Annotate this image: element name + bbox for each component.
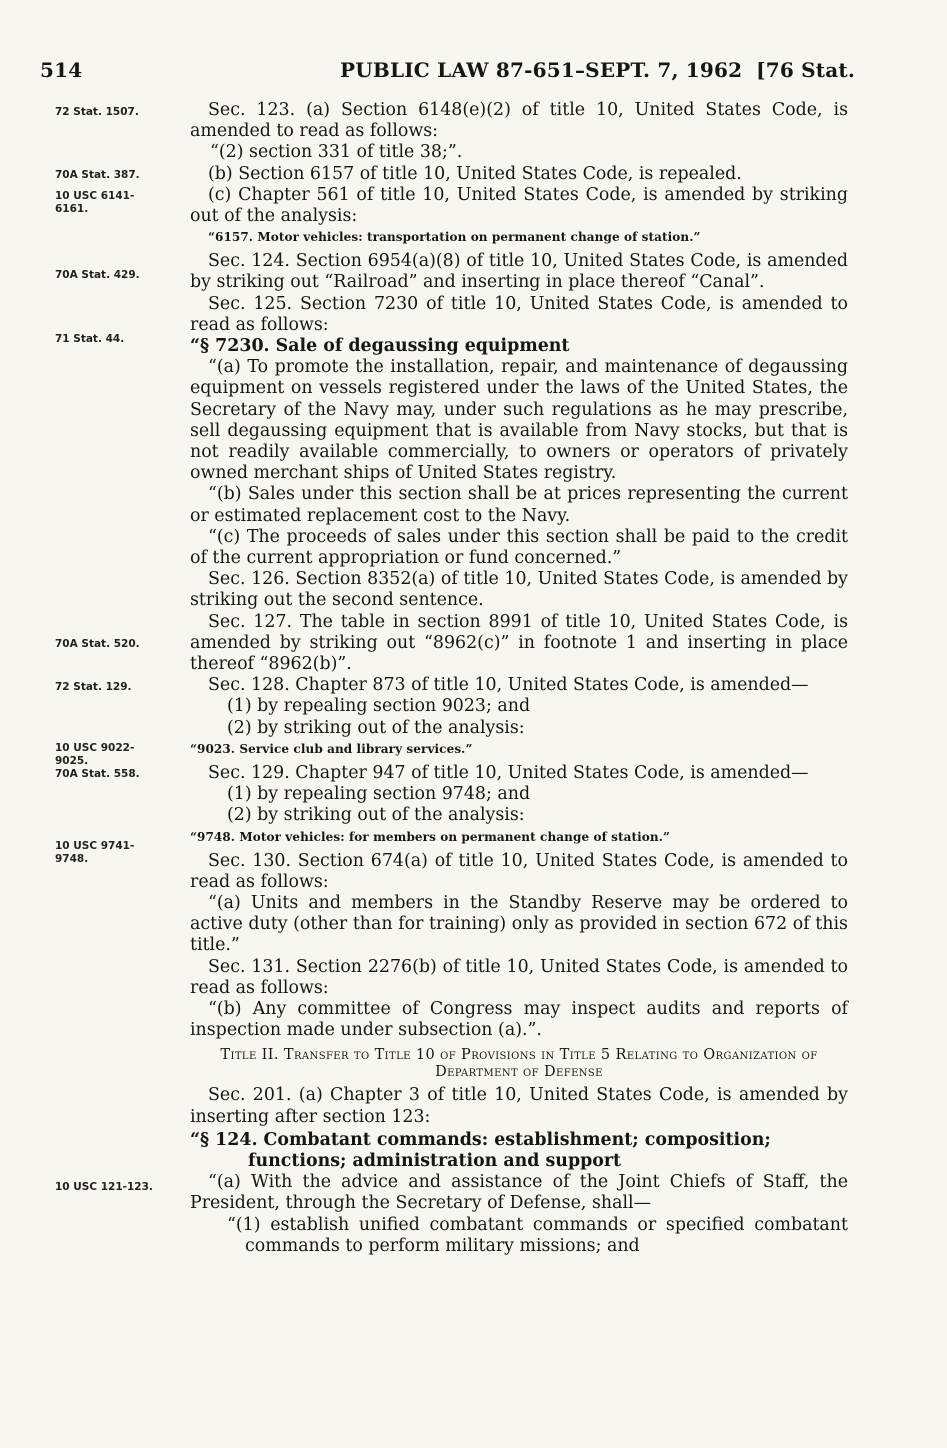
margin-note: 70A Stat. 429. — [55, 269, 140, 281]
analysis-item-9748: “9748. Motor vehicles: for members on permanent change of station.” — [190, 829, 671, 844]
section-128: Sec. 128. Chapter 873 of title 10, United States Code, is amended— — [208, 675, 809, 696]
margin-note: 10 USC 121-123. — [55, 1181, 153, 1193]
section-128-2: (2) by striking out of the analysis: — [227, 717, 525, 738]
margin-note: 70A Stat. 520. — [55, 638, 140, 650]
section-130: Sec. 130. Section 674(a) of title 10, United States Code, is amended to read as follows: — [190, 850, 848, 892]
margin-note: 70A Stat. 558. — [55, 768, 140, 780]
section-7230-a: “(a) To promote the installation, repair, and maintenance of degaussing equipment on vessels registered under the laws of the United States, the Secretary of the Navy may, under such regulations as he may prescribe, sell degaussing equipment that is available from Navy stocks, but that is not readily available commercially, to owners or operators of privately owned merchant ships of United States registry. — [190, 357, 848, 484]
section-7230-b: “(b) Sales under this section shall be at prices representing the current or estimated replacement cost to the Navy. — [190, 484, 848, 526]
analysis-item-9023: “9023. Service club and library services.” — [190, 741, 473, 756]
analysis-item-6157: “6157. Motor vehicles: transportation on permanent change of station.” — [208, 230, 701, 245]
running-title: PUBLIC LAW 87-651–SEPT. 7, 1962 — [340, 58, 743, 82]
margin-note: 72 Stat. 129. — [55, 681, 132, 693]
margin-note: 72 Stat. 1507. — [55, 106, 139, 118]
section-131-quote: “(b) Any committee of Congress may inspect audits and reports of inspection made under subsection (a).”. — [190, 998, 848, 1041]
section-123-b: (b) Section 6157 of title 10, United States Code, is repealed. — [208, 163, 742, 184]
section-123-c: (c) Chapter 561 of title 10, United States Code, is amended by striking out of the analysis: — [190, 184, 848, 227]
margin-note: 70A Stat. 387. — [55, 169, 140, 181]
section-129-2: (2) by striking out of the analysis: — [227, 805, 525, 826]
section-124-a-1: “(1) establish unified combatant commands or specified combatant commands to perform military missions; and — [227, 1214, 848, 1256]
page-number: 514 — [40, 58, 83, 82]
page-body — [190, 100, 848, 1257]
margin-note: 10 USC 9741-9748. — [55, 840, 135, 865]
margin-note: 10 USC 9022-9025. — [55, 742, 135, 767]
section-124: Sec. 124. Section 6954(a)(8) of title 10, United States Code, is amended by striking out “Railroad” and inserting in place thereof “Canal”. — [190, 251, 848, 293]
margin-note: 71 Stat. 44. — [55, 333, 125, 345]
stat-reference: [76 Stat. — [756, 58, 855, 82]
page-header — [40, 58, 855, 88]
section-131: Sec. 131. Section 2276(b) of title 10, United States Code, is amended to read as follows: — [190, 956, 848, 998]
section-126: Sec. 126. Section 8352(a) of title 10, United States Code, is amended by striking out the second sentence. — [190, 569, 848, 611]
section-123-a: Sec. 123. (a) Section 6148(e)(2) of title 10, United States Code, is amended to read as follows: — [190, 100, 848, 142]
section-129: Sec. 129. Chapter 947 of title 10, United States Code, is amended— — [208, 762, 809, 783]
section-130-quote: “(a) Units and members in the Standby Reserve may be ordered to active duty (other than for training) only as provided in section 672 of this title.” — [190, 892, 848, 956]
margin-note: 10 USC 6141-6161. — [55, 190, 135, 215]
section-124-a: “(a) With the advice and assistance of the Joint Chiefs of Staff, the President, through the Secretary of Defense, shall— — [190, 1172, 848, 1214]
section-201: Sec. 201. (a) Chapter 3 of title 10, United States Code, is amended by inserting after section 123: — [190, 1085, 848, 1127]
section-7230-c: “(c) The proceeds of sales under this section shall be paid to the credit of the current appropriation or fund concerned.” — [190, 526, 848, 569]
section-7230-heading: “§ 7230. Sale of degaussing equipment — [190, 336, 570, 357]
section-125: Sec. 125. Section 7230 of title 10, United States Code, is amended to read as follows: — [190, 293, 848, 335]
section-128-1: (1) by repealing section 9023; and — [227, 696, 531, 717]
section-129-1: (1) by repealing section 9748; and — [227, 784, 531, 805]
section-124-heading: “§ 124. Combatant commands: establishment; composition; functions; administration and support — [190, 1129, 771, 1171]
section-123-a-quote: “(2) section 331 of title 38;”. — [210, 142, 463, 163]
section-127: Sec. 127. The table in section 8991 of title 10, United States Code, is amended by striking out “8962(c)” in footnote 1 and inserting in place thereof “8962(b)”. — [190, 611, 848, 675]
title-ii-heading: Title II. Transfer to Title 10 of Provisions in Title 5 Relating to Organization of Department of Defense — [220, 1047, 818, 1081]
